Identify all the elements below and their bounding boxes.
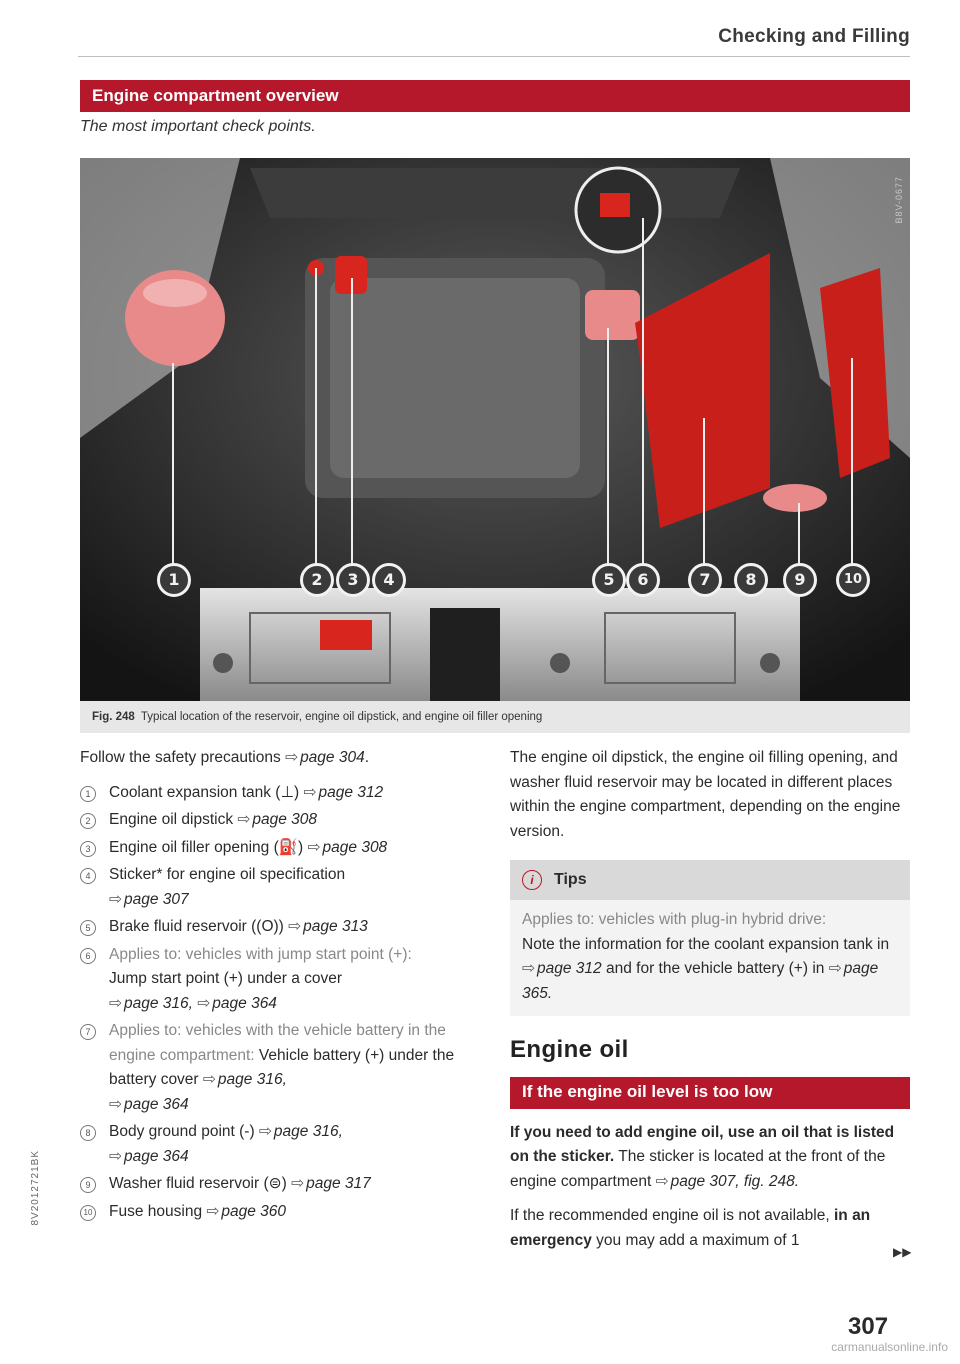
page-link[interactable]: page 308 — [252, 811, 318, 828]
continue-arrow-icon: ▶▶ — [893, 1245, 912, 1259]
figure-caption — [80, 701, 910, 733]
watermark: carmanualsonline.info — [831, 1340, 948, 1354]
list-item: 3 Engine oil filler opening (⛽) ⇨ page 308 — [80, 836, 480, 861]
page-link[interactable]: page 360 — [221, 1202, 287, 1220]
page-number: 307 — [848, 1313, 889, 1340]
page-link[interactable]: page 317 — [306, 1175, 371, 1192]
hood-latch — [430, 608, 500, 701]
left-column — [80, 746, 480, 1227]
callout-3: 3 — [336, 563, 370, 597]
callout-2: 2 — [300, 563, 334, 597]
tips-header — [510, 860, 910, 900]
callout-9: 9 — [783, 563, 817, 597]
callout-10: 10 — [836, 563, 870, 597]
page-link[interactable]: page 316, — [217, 1071, 287, 1088]
tips-applies: Applies to: vehicles with plug-in hybrid drive: — [522, 911, 827, 928]
safety-page-link[interactable]: page 304 — [300, 749, 365, 766]
safety-intro: Follow the safety precautions ⇨ page 304. — [80, 749, 370, 766]
brake-fluid-reservoir — [585, 290, 640, 340]
engine-oil-heading: Engine oil — [510, 1036, 629, 1063]
list-item: 2 Engine oil dipstick ⇨ page 308 — [80, 808, 480, 833]
oil-sticker-paragraph: If you need to add engine oil, use an oil that is listed on the sticker. The sticker is located at the front of the engine compartment ⇨ page 307, fig. 248. — [510, 1123, 895, 1190]
list-item: 10 Fuse housing ⇨ page 360 — [80, 1200, 480, 1225]
item-number: 6 — [80, 948, 96, 964]
page-link[interactable]: page 307, fig. 248. — [670, 1172, 800, 1190]
item-number: 4 — [80, 868, 96, 884]
list-item: 6 Applies to: vehicles with jump start point (+): Jump start point (+) under a cover ⇨ page 316, ⇨ page 364 — [80, 943, 480, 1017]
figure-code: B8V-0677 — [894, 176, 904, 224]
figure-caption-text: Typical location of the reservoir, engine oil dipstick, and engine oil filler opening — [140, 711, 543, 723]
tips-text: Note the information for the coolant expansion tank in ⇨ page 312 and for the vehicle battery (+) in ⇨ page 365. — [522, 935, 890, 1002]
list-item: 8 Body ground point (-) ⇨ page 316, ⇨ page 364 — [80, 1120, 480, 1169]
page-link[interactable]: page 365. — [522, 960, 879, 1002]
info-icon: i — [522, 870, 542, 890]
list-item: 1 Coolant expansion tank (⊥) ⇨ page 312 — [80, 781, 480, 806]
tips-body — [510, 900, 910, 1016]
page-link[interactable]: page 312 — [537, 960, 602, 977]
oil-spec-sticker — [320, 620, 372, 650]
section-title-bar: Engine compartment overview — [80, 80, 910, 112]
page-link[interactable]: page 312 — [318, 783, 384, 801]
page-header-title: Checking and Filling — [718, 26, 910, 47]
right-column — [510, 746, 910, 1263]
page-link[interactable]: page 308 — [322, 838, 388, 856]
page-link[interactable]: page 364 — [124, 1095, 189, 1113]
oil-low-section-bar: If the engine oil level is too low — [510, 1077, 910, 1109]
list-item: 4 Sticker* for engine oil specification ⇨ page 307 — [80, 863, 480, 912]
page-link[interactable]: page 316, — [273, 1123, 343, 1140]
item-number: 9 — [80, 1177, 96, 1193]
callout-5: 5 — [592, 563, 626, 597]
callout-1: 1 — [157, 563, 191, 597]
page-link[interactable]: page 316, — [124, 994, 193, 1012]
page-link[interactable]: page 307 — [124, 890, 189, 908]
document-code: 8V2012721BK — [30, 1150, 41, 1226]
item-number: 7 — [80, 1024, 96, 1040]
engine-variation-paragraph: The engine oil dipstick, the engine oil filling opening, and washer fluid reservoir may be located in different places within the engine compartment, depending on the engine version. — [510, 749, 901, 840]
item-number: 10 — [80, 1205, 96, 1221]
item-number: 1 — [80, 786, 96, 802]
list-item: 9 Washer fluid reservoir (⊜) ⇨ page 317 — [80, 1172, 480, 1197]
page-link[interactable]: page 364 — [212, 994, 277, 1012]
header-divider — [78, 56, 910, 57]
oil-emergency-paragraph: If the recommended engine oil is not available, in an emergency you may add a maximum of 1 — [510, 1207, 871, 1249]
coolant-cap — [143, 279, 207, 307]
callout-8: 8 — [734, 563, 768, 597]
jump-start-point — [600, 193, 630, 217]
washer-cap — [763, 484, 827, 512]
list-item: 7 Applies to: vehicles with the vehicle battery in the engine compartment: Vehicle battery (+) under the battery cover ⇨ page 316, ⇨ page 364 — [80, 1019, 480, 1117]
callout-6: 6 — [626, 563, 660, 597]
figure-caption-label: Fig. 248 — [92, 711, 135, 723]
section-subtitle: The most important check points. — [80, 118, 316, 135]
cowl — [250, 168, 740, 218]
item-number: 2 — [80, 813, 96, 829]
tips-title: Tips — [554, 870, 587, 888]
engine-compartment-figure — [80, 158, 910, 701]
engine-illustration — [80, 158, 910, 701]
item-number: 8 — [80, 1125, 96, 1141]
engine-cover-top — [330, 278, 580, 478]
callout-7: 7 — [688, 563, 722, 597]
list-item: 5 Brake fluid reservoir ((O)) ⇨ page 313 — [80, 915, 480, 940]
callout-4: 4 — [372, 563, 406, 597]
page-link[interactable]: page 313 — [303, 918, 368, 935]
page-link[interactable]: page 364 — [124, 1147, 189, 1165]
item-number: 3 — [80, 841, 96, 857]
tips-box — [510, 860, 910, 1016]
item-number: 5 — [80, 920, 96, 936]
